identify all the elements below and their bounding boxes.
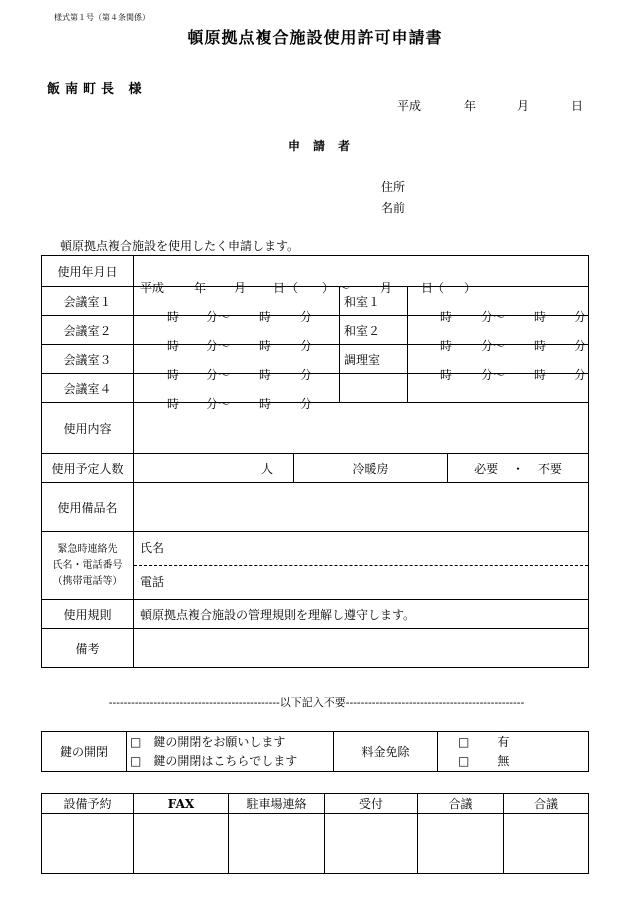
- time-minute-from: 分～: [206, 310, 231, 324]
- usage-date-row: [42, 256, 589, 287]
- date-era: 平成: [397, 99, 422, 113]
- room-row: [42, 345, 589, 374]
- emergency-label: 緊急時連絡先 氏名・電話番号 （携帯電話等）: [42, 532, 134, 600]
- room-label-right: 和室１: [340, 287, 408, 316]
- fee-label: 料金免除: [334, 732, 438, 772]
- remarks-field[interactable]: [134, 629, 589, 668]
- divider-not-required: ----------------------------------------------以下記入不要------------------------------------------------: [108, 696, 525, 709]
- ac-options[interactable]: 必要 ・ 不要: [448, 454, 589, 483]
- equipment-label: 使用備品名: [42, 483, 134, 532]
- room-row: [42, 374, 589, 403]
- key-table: [41, 731, 589, 772]
- people-label: 使用予定人数: [42, 454, 134, 483]
- page-title: 頓原拠点複合施設使用許可申請書: [187, 28, 443, 47]
- usage-date-field[interactable]: [134, 256, 589, 295]
- usage-paren-close2: ）: [464, 281, 477, 295]
- date-day: 日: [571, 99, 584, 113]
- date-year: 年: [464, 99, 477, 113]
- usage-day: 日: [273, 281, 286, 295]
- rules-text: 頓原拠点複合施設の管理規則を理解し遵守します。: [134, 600, 589, 629]
- checkbox-icon[interactable]: □: [130, 753, 142, 768]
- key-option-self[interactable]: □ 鍵の開閉はこちらでします: [130, 753, 298, 768]
- stamp-cell[interactable]: [42, 814, 134, 874]
- time-hour: 時: [167, 310, 180, 324]
- usage-paren-open2: （: [432, 281, 445, 295]
- usage-paren-close: ）: [322, 281, 335, 295]
- intro-text: 頓原拠点複合施設を使用したく申請します。: [60, 239, 300, 253]
- room-label-right: [340, 374, 408, 403]
- processing-stamp-row: [42, 814, 589, 874]
- usage-tilde: ～: [338, 281, 351, 295]
- room-label-left: 会議室４: [42, 374, 134, 403]
- header-equipment-booking: 設備予約: [42, 794, 134, 814]
- processing-header-row: [42, 794, 589, 814]
- rules-row: [42, 600, 589, 629]
- application-table: [41, 255, 589, 668]
- emergency-field[interactable]: [134, 532, 589, 600]
- equipment-row: [42, 483, 589, 532]
- address-label: 住所: [381, 180, 406, 194]
- key-label: 鍵の開閉: [42, 732, 127, 772]
- remarks-row: [42, 629, 589, 668]
- room-time-right[interactable]: 時 分～ 時 分: [408, 345, 589, 374]
- form-number: 様式第１号（第４条関係）: [54, 13, 150, 22]
- emergency-phone[interactable]: 電話: [134, 565, 588, 599]
- room-time-right[interactable]: 時 分～ 時 分: [408, 316, 589, 345]
- fee-option-no[interactable]: □ 無: [458, 753, 510, 768]
- checkbox-icon[interactable]: □: [130, 734, 142, 749]
- usage-month2: 月: [380, 281, 393, 295]
- ac-not-required[interactable]: 不要: [537, 461, 562, 476]
- room-time-left[interactable]: 時 分～ 時 分: [134, 316, 340, 345]
- people-field[interactable]: [134, 454, 294, 483]
- processing-table: [41, 793, 589, 874]
- room-row: [42, 316, 589, 345]
- ac-required[interactable]: 必要: [474, 461, 499, 476]
- room-time-left[interactable]: 時 分～ 時 分: [134, 345, 340, 374]
- room-row: [42, 287, 589, 316]
- room-label-left: 会議室１: [42, 287, 134, 316]
- emergency-row: [42, 532, 589, 600]
- usage-year: 年: [194, 281, 207, 295]
- date-month: 月: [517, 99, 530, 113]
- time-minute: 分: [300, 310, 313, 324]
- usage-month: 月: [234, 281, 247, 295]
- stamp-cell[interactable]: [229, 814, 325, 874]
- usage-paren-open: （: [286, 281, 299, 295]
- people-row: [42, 454, 589, 483]
- addressee: 飯南町長 様: [47, 82, 147, 97]
- content-label: 使用内容: [42, 403, 134, 454]
- emergency-name[interactable]: 氏名: [140, 541, 165, 555]
- usage-day2: 日: [421, 281, 434, 295]
- room-label-right: 和室２: [340, 316, 408, 345]
- room-label-left: 会議室３: [42, 345, 134, 374]
- content-field[interactable]: [134, 403, 589, 454]
- stamp-cell[interactable]: [134, 814, 229, 874]
- rules-label: 使用規則: [42, 600, 134, 629]
- room-time-right[interactable]: 時 分～ 時 分: [408, 287, 589, 316]
- stamp-cell[interactable]: [325, 814, 418, 874]
- ac-label: 冷暖房: [294, 454, 448, 483]
- fee-option-yes[interactable]: □ 有: [458, 734, 510, 749]
- header-parking: 駐車場連絡: [229, 794, 325, 814]
- checkbox-icon[interactable]: □: [458, 753, 470, 768]
- fee-options: [438, 732, 589, 772]
- usage-date-label: 使用年月日: [42, 256, 134, 287]
- content-row: [42, 403, 589, 454]
- applicant-heading: 申請者: [288, 139, 364, 153]
- checkbox-icon[interactable]: □: [458, 734, 470, 749]
- header-reception: 受付: [325, 794, 418, 814]
- key-option-request[interactable]: □ 鍵の開閉をお願いします: [130, 734, 286, 749]
- header-fax: FAX: [134, 794, 229, 814]
- equipment-field[interactable]: [134, 483, 589, 532]
- header-consult-1: 合議: [418, 794, 504, 814]
- usage-era: 平成: [140, 281, 165, 295]
- people-unit: 人: [260, 461, 273, 476]
- remarks-label: 備考: [42, 629, 134, 668]
- key-options: [127, 732, 334, 772]
- room-label-right: 調理室: [340, 345, 408, 374]
- time-hour2: 時: [259, 310, 272, 324]
- room-label-left: 会議室２: [42, 316, 134, 345]
- stamp-cell[interactable]: [504, 814, 589, 874]
- room-time-left[interactable]: 時 分～ 時 分: [134, 374, 340, 403]
- header-consult-2: 合議: [504, 794, 589, 814]
- stamp-cell[interactable]: [418, 814, 504, 874]
- name-label: 名前: [381, 201, 406, 215]
